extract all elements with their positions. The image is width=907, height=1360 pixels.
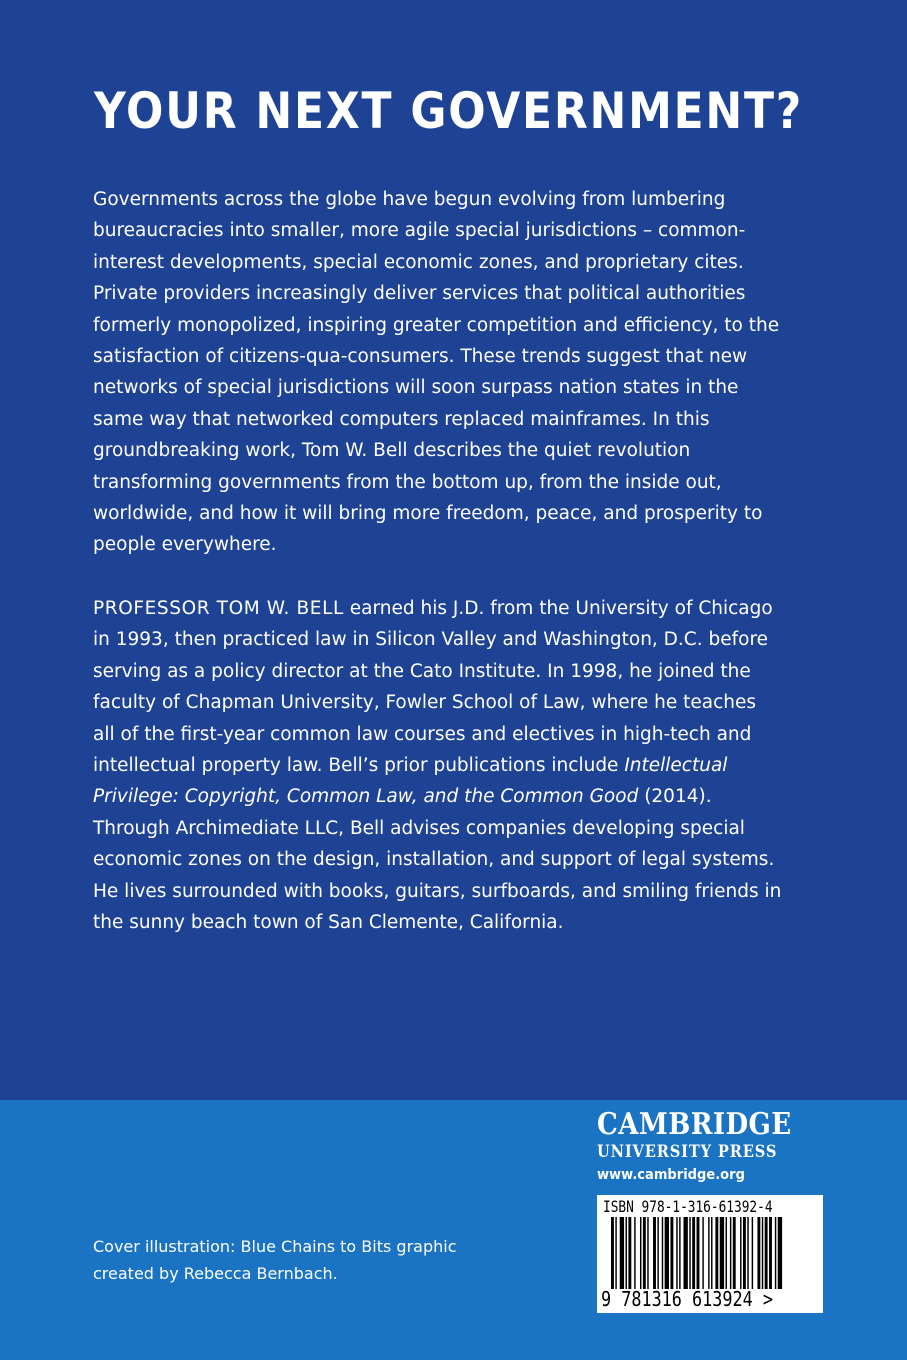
barcode-bar (743, 1217, 746, 1289)
author-bio (93, 593, 783, 938)
barcode-bar (657, 1217, 658, 1289)
barcode-bar (692, 1217, 695, 1289)
prior-book-title: Intellectual Privilege: Copyright, Common Law, and the Common Good (93, 755, 728, 808)
barcode-bar (740, 1217, 741, 1289)
publisher-press: UNIVERSITY PRESS (597, 1142, 778, 1162)
barcode-bar (762, 1217, 763, 1289)
publisher-logo (597, 1108, 837, 1185)
barcode-bar (720, 1217, 724, 1289)
barcode-bar (730, 1217, 731, 1289)
author-bio-text-1: earned his J.D. from the University of Chicago in 1993, then practiced law in Silicon Valley and Washington, D.C. before serving as a policy director at the Cato Institute. In 1998, he joined the faculty of Chapman University, Fowler School of Law, where he teaches all of the first-year common law courses and electives in high-tech and intellectual property law. Bell’s prior publications include (93, 598, 773, 777)
barcode-bar (665, 1217, 669, 1289)
barcode-bar (711, 1217, 712, 1289)
barcode-bar (634, 1217, 635, 1289)
barcode-bar (775, 1217, 776, 1289)
book-blurb: Governments across the globe have begun evolving from lumbering bureaucracies into smaller, more agile special jurisdictions – common-interest developments, special economic zones, and proprietary cites. Private providers increasingly deliver services that political authorities formerly monopolized, inspiring greater competition and efficiency, to the satisfaction of citizens-qua-consumers. These trends suggest that new networks of special jurisdictions will soon surpass nation states in the same way that networked computers replaced mainframes. In this groundbreaking work, Tom W. Bell describes the quiet revolution transforming governments from the bottom up, from the inside out, worldwide, and how it will bring more freedom, peace, and prosperity to people everywhere. (93, 189, 780, 556)
barcode-bar (769, 1217, 772, 1289)
barcode-bar (726, 1217, 727, 1289)
barcode-bar (615, 1217, 616, 1289)
barcode-bars (597, 1217, 823, 1289)
barcode-bar (653, 1217, 656, 1289)
barcode-bar (626, 1217, 627, 1289)
publisher-name: CAMBRIDGE (597, 1107, 792, 1142)
barcode-bar (628, 1217, 631, 1289)
barcode-bar (733, 1217, 736, 1289)
isbn-barcode (597, 1195, 823, 1313)
publisher-url: www.cambridge.org (597, 1167, 745, 1183)
barcode-bar (676, 1217, 677, 1289)
barcode-bar (778, 1217, 782, 1289)
barcode-bar (647, 1217, 648, 1289)
barcode-bar (689, 1217, 690, 1289)
author-bio-text-2: (2014). Through Archimediate LLC, Bell advises companies developing special economic zones on the design, installation, and support of legal systems. He lives surrounded with books, guitars, surfboards, and smiling friends in the sunny beach town of San Clemente, California. (93, 786, 782, 934)
ean-digits: 9 781316 613924 > (601, 1287, 773, 1311)
barcode-bar (670, 1217, 673, 1289)
barcode-bar (752, 1217, 753, 1289)
barcode-bar (662, 1217, 663, 1289)
barcode-bar (702, 1217, 703, 1289)
barcode-bar (679, 1217, 680, 1289)
barcode-bar (640, 1217, 641, 1289)
barcode-bar (757, 1217, 760, 1289)
credit-line-1: Cover illustration: Blue Chains to Bits graphic (93, 1237, 457, 1256)
barcode-bar (715, 1217, 718, 1289)
isbn-label: ISBN 978-1-316-61392-4 (603, 1197, 773, 1216)
barcode-bar (708, 1217, 709, 1289)
cover-illustration-credit (93, 1233, 553, 1287)
barcode-bar (765, 1217, 768, 1289)
barcode-bar (684, 1217, 688, 1289)
barcode-bar (747, 1217, 748, 1289)
barcode-bar (620, 1217, 624, 1289)
headline: YOUR NEXT GOVERNMENT? (94, 82, 804, 140)
author-bio-lead: PROFESSOR TOM W. BELL (93, 598, 344, 619)
barcode-bar (643, 1217, 646, 1289)
credit-line-2: created by Rebecca Bernbach. (93, 1264, 338, 1283)
barcode-bar (611, 1217, 614, 1289)
barcode-bar (697, 1217, 700, 1289)
